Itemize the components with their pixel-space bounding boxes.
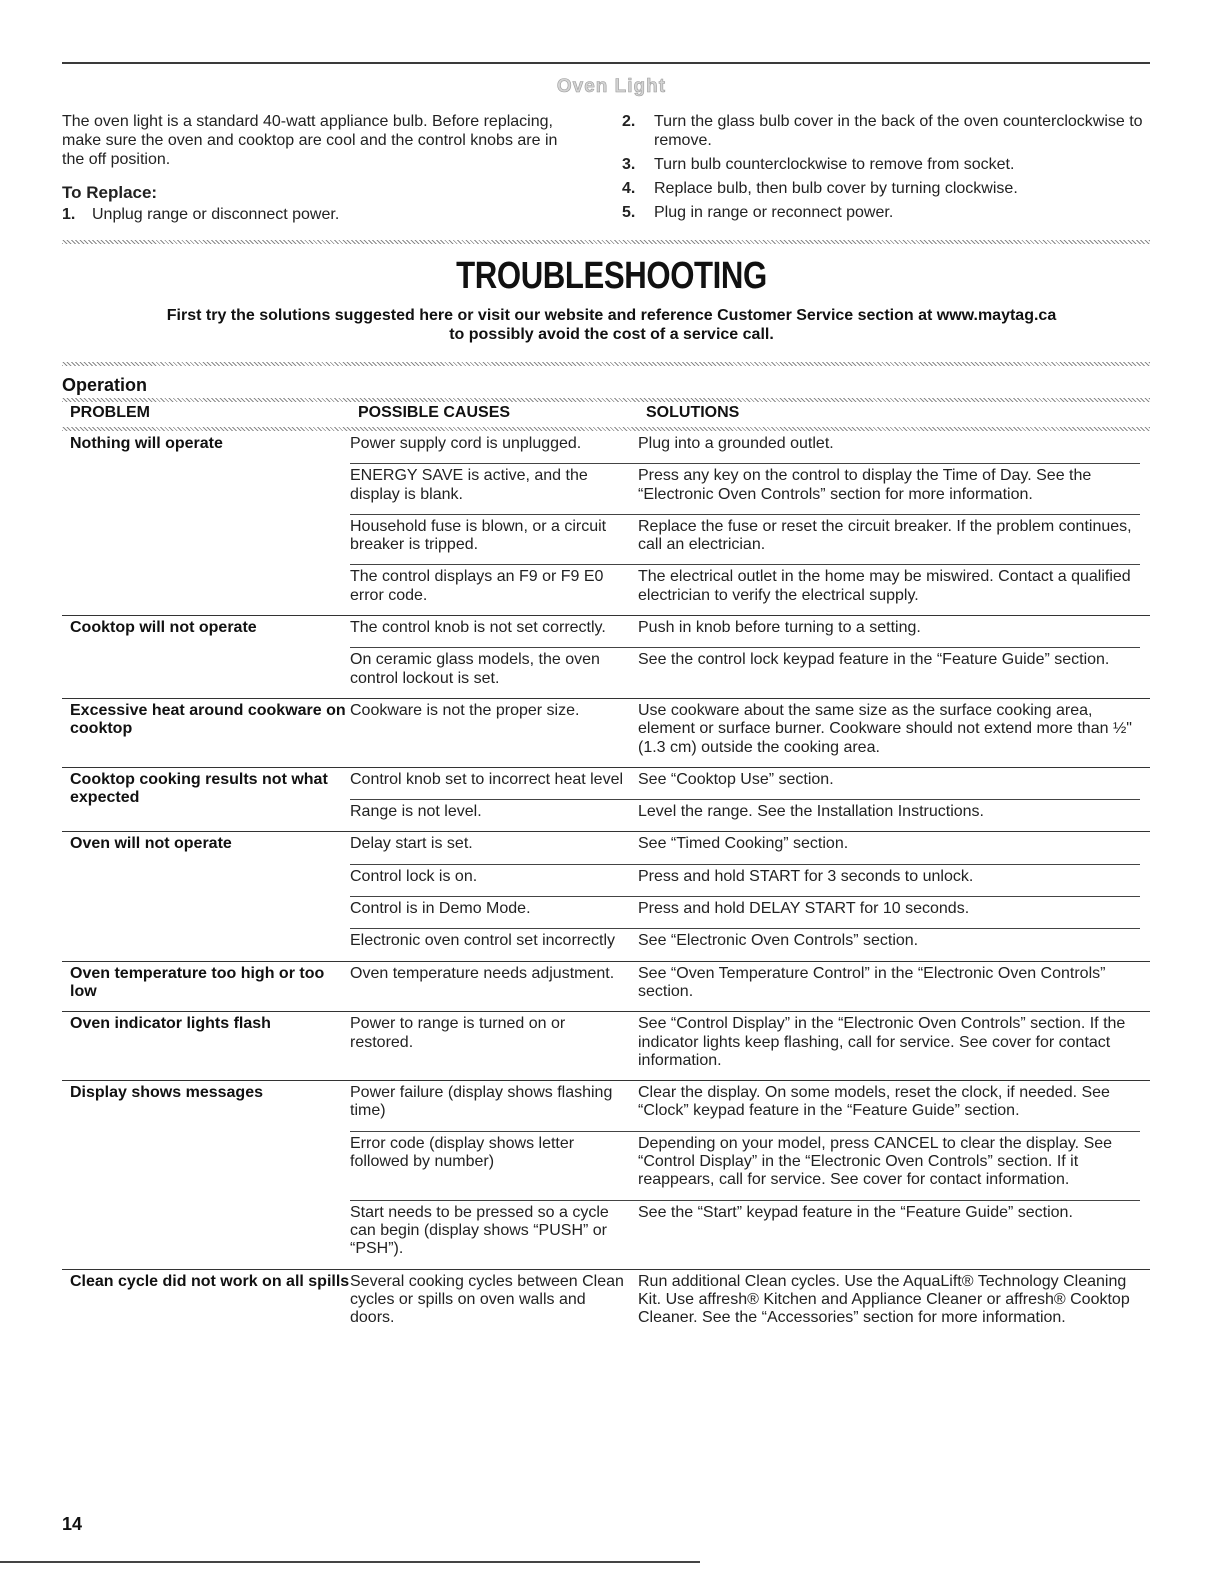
table-row bbox=[350, 1131, 1140, 1200]
problem-group bbox=[62, 432, 1150, 616]
cause-solution-rows bbox=[350, 1081, 1150, 1268]
step-text: Turn bulb counterclockwise to remove from socket. bbox=[654, 156, 1015, 173]
column-header-causes: POSSIBLE CAUSES bbox=[358, 404, 511, 421]
cause-solution-rows bbox=[350, 699, 1150, 767]
table-row bbox=[350, 962, 1140, 1012]
cause-cell: Control is in Demo Mode. bbox=[350, 900, 531, 918]
cause-solution-rows bbox=[350, 1270, 1150, 1338]
solution-cell: Plug into a grounded outlet. bbox=[638, 435, 834, 452]
cause-solution-rows bbox=[350, 768, 1150, 832]
solution-cell: Depending on your model, press CANCEL to clear the display. See “Control Display” in the “Electronic Oven Controls” section. If it reappears, call for service. See cover for contact information. bbox=[638, 1134, 1113, 1189]
solution-cell: See “Cooktop Use” section. bbox=[638, 770, 834, 788]
step-text: Unplug range or disconnect power. bbox=[92, 206, 340, 223]
cause-cell: ENERGY SAVE is active, and the display is blank. bbox=[350, 467, 588, 503]
table-row bbox=[350, 896, 1140, 928]
step-3 bbox=[622, 155, 1152, 174]
table-row bbox=[350, 463, 1140, 514]
top-rule bbox=[62, 62, 1150, 64]
cause-cell: Power supply cord is unplugged. bbox=[350, 435, 582, 452]
step-text: Turn the glass bulb cover in the back of the oven counterclockwise to remove. bbox=[654, 113, 1143, 149]
oven-light-intro: The oven light is a standard 40-watt appliance bulb. Before replacing, make sure the oven and cooktop are cool and the control knobs are in the off position. bbox=[62, 113, 558, 168]
problem-group bbox=[62, 768, 1150, 833]
cause-cell: Household fuse is blown, or a circuit breaker is tripped. bbox=[350, 517, 607, 554]
step-text: Replace bulb, then bulb cover by turning clockwise. bbox=[654, 180, 1018, 197]
cause-cell: The control displays an F9 or F9 E0 error code. bbox=[350, 568, 604, 604]
step-1 bbox=[62, 205, 562, 224]
subtitle-line-2: to possibly avoid the cost of a service call. bbox=[449, 326, 774, 343]
step-number: 2. bbox=[622, 113, 636, 130]
solution-cell: Clear the display. On some models, reset the clock, if needed. See “Clock” keypad feature in the “Feature Guide” section. bbox=[638, 1084, 1110, 1120]
cause-solution-rows bbox=[350, 432, 1150, 615]
problem-cell: Oven will not operate bbox=[70, 835, 232, 853]
cause-solution-rows bbox=[350, 962, 1150, 1012]
table-row bbox=[350, 1270, 1140, 1338]
cause-cell: The control knob is not set correctly. bbox=[350, 619, 606, 637]
problem-group bbox=[62, 1081, 1150, 1269]
oven-light-title: Oven Light bbox=[556, 76, 667, 97]
table-row bbox=[350, 799, 1140, 831]
cause-cell: Range is not level. bbox=[350, 803, 482, 821]
section-label-operation: Operation bbox=[62, 375, 148, 395]
step-text: Plug in range or reconnect power. bbox=[654, 204, 894, 221]
cause-cell: Error code (display shows letter followed by number) bbox=[350, 1134, 575, 1171]
problem-cell: Clean cycle did not work on all spills bbox=[70, 1272, 350, 1290]
cause-cell: Several cooking cycles between Clean cycles or spills on oven walls and doors. bbox=[350, 1272, 624, 1327]
step-5 bbox=[622, 203, 1152, 222]
hatch-divider bbox=[62, 362, 1150, 366]
subtitle-line-1: First try the solutions suggested here or visit our website and reference Customer Service section at www.maytag.ca bbox=[166, 307, 1057, 324]
to-replace-heading: To Replace: bbox=[62, 183, 158, 202]
troubleshooting-subtitle bbox=[0, 306, 1223, 344]
solution-cell: Replace the fuse or reset the circuit breaker. If the problem continues, call an electrician. bbox=[638, 517, 1132, 554]
table-row bbox=[350, 514, 1140, 565]
oven-light-right-column bbox=[622, 112, 1152, 227]
problem-group bbox=[62, 962, 1150, 1013]
step-number: 5. bbox=[622, 204, 636, 221]
step-number: 3. bbox=[622, 156, 636, 173]
cause-cell: Power failure (display shows flashing time) bbox=[350, 1084, 613, 1120]
problem-group bbox=[62, 1270, 1150, 1338]
troubleshooting-table bbox=[62, 432, 1150, 1337]
table-row bbox=[350, 928, 1140, 960]
solution-cell: Use cookware about the same size as the surface cooking area, element or surface burner. Cookware should not extend more than ½" (1.3 cm) outside the cooking area. bbox=[638, 701, 1132, 756]
solution-cell: See “Control Display” in the “Electronic Oven Controls” section. If the indicator lights keep flashing, call for service. See cover for contact information. bbox=[638, 1015, 1126, 1069]
step-number: 1. bbox=[62, 206, 76, 223]
hatch-divider bbox=[62, 427, 1150, 431]
column-header-problem: PROBLEM bbox=[70, 404, 150, 421]
problem-cell: Display shows messages bbox=[70, 1084, 263, 1102]
oven-light-left-column bbox=[62, 112, 562, 229]
bottom-rule bbox=[0, 1561, 700, 1563]
solution-cell: See “Timed Cooking” section. bbox=[638, 835, 849, 853]
cause-solution-rows bbox=[350, 1012, 1150, 1080]
problem-cell: Nothing will operate bbox=[70, 435, 223, 452]
table-row bbox=[350, 699, 1140, 767]
solution-cell: See the control lock keypad feature in the “Feature Guide” section. bbox=[638, 651, 1110, 669]
cause-cell: Cookware is not the proper size. bbox=[350, 701, 580, 719]
table-row bbox=[350, 432, 1140, 463]
problem-cell: Oven temperature too high or too low bbox=[70, 964, 325, 1000]
page-number: 14 bbox=[62, 1514, 83, 1534]
column-header-solutions: SOLUTIONS bbox=[646, 404, 740, 421]
solution-cell: See the “Start” keypad feature in the “Feature Guide” section. bbox=[638, 1203, 1073, 1221]
hatch-divider bbox=[62, 398, 1150, 402]
cause-cell: Control knob set to incorrect heat level bbox=[350, 770, 624, 788]
table-row bbox=[350, 1012, 1140, 1080]
table-row bbox=[350, 564, 1140, 615]
cause-cell: Power to range is turned on or restored. bbox=[350, 1015, 566, 1051]
problem-group bbox=[62, 616, 1150, 699]
table-row bbox=[350, 768, 1140, 799]
troubleshooting-title: TROUBLESHOOTING bbox=[456, 255, 767, 297]
problem-group bbox=[62, 1012, 1150, 1081]
cause-cell: Control lock is on. bbox=[350, 867, 478, 885]
problem-cell: Cooktop cooking results not what expected bbox=[70, 770, 328, 806]
cause-cell: Start needs to be pressed so a cycle can begin (display shows “PUSH” or “PSH”). bbox=[350, 1203, 609, 1258]
solution-cell: Press and hold START for 3 seconds to unlock. bbox=[638, 867, 974, 885]
problem-group bbox=[62, 832, 1150, 961]
cause-cell: Oven temperature needs adjustment. bbox=[350, 964, 615, 982]
step-4 bbox=[622, 179, 1152, 198]
table-row bbox=[350, 864, 1140, 896]
table-row bbox=[350, 616, 1140, 647]
problem-cell: Excessive heat around cookware on cooktop bbox=[70, 701, 346, 737]
cause-solution-rows bbox=[350, 832, 1150, 960]
table-row bbox=[350, 647, 1140, 698]
table-row bbox=[350, 832, 1140, 863]
step-2 bbox=[622, 112, 1152, 150]
problem-cell: Cooktop will not operate bbox=[70, 619, 257, 637]
cause-solution-rows bbox=[350, 616, 1150, 698]
solution-cell: Push in knob before turning to a setting. bbox=[638, 619, 921, 637]
solution-cell: Run additional Clean cycles. Use the AquaLift® Technology Cleaning Kit. Use affresh® Kitchen and Appliance Cleaner or affresh® Cooktop Cleaner. See the “Accessories” section for more information. bbox=[638, 1272, 1130, 1327]
cause-cell: Delay start is set. bbox=[350, 835, 473, 853]
cause-cell: On ceramic glass models, the oven control lockout is set. bbox=[350, 651, 600, 687]
hatch-divider bbox=[62, 240, 1150, 244]
problem-group bbox=[62, 699, 1150, 768]
solution-cell: The electrical outlet in the home may be miswired. Contact a qualified electrician to verify the electrical supply. bbox=[638, 568, 1131, 604]
problem-cell: Oven indicator lights flash bbox=[70, 1015, 271, 1033]
solution-cell: Press any key on the control to display the Time of Day. See the “Electronic Oven Controls” section for more information. bbox=[638, 467, 1092, 503]
solution-cell: See “Oven Temperature Control” in the “Electronic Oven Controls” section. bbox=[638, 964, 1106, 1000]
cause-cell: Electronic oven control set incorrectly bbox=[350, 932, 615, 950]
step-number: 4. bbox=[622, 180, 636, 197]
solution-cell: See “Electronic Oven Controls” section. bbox=[638, 932, 919, 950]
solution-cell: Press and hold DELAY START for 10 seconds. bbox=[638, 900, 970, 918]
table-row bbox=[350, 1200, 1140, 1269]
table-row bbox=[350, 1081, 1140, 1131]
solution-cell: Level the range. See the Installation Instructions. bbox=[638, 803, 984, 821]
